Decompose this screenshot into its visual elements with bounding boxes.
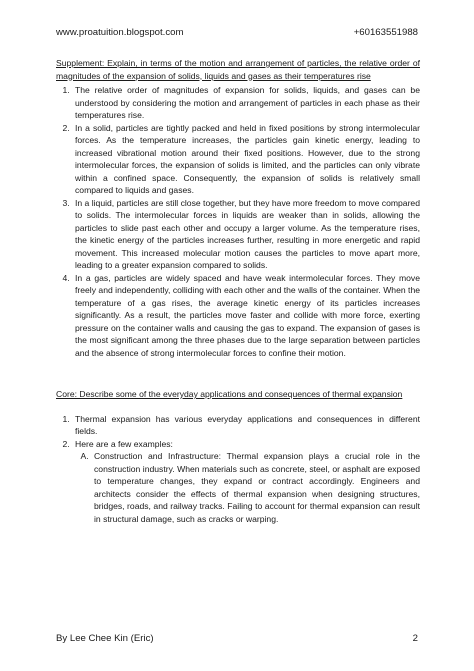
page-body [56,57,420,525]
core-list [56,413,420,526]
list-item [72,438,420,526]
list-item: 4. In a gas, particles are widely spaced and have weak intermolecular forces. They move freely and independently, colliding with each other and the walls of the container. When the temperature of a gas rises, the average kinetic energy of its particles increases significantly. As a result, the particles move faster and collide with more force, exerting pressure on the container walls and causing the gas to expand. The expansion of gases is the most significant among the three phases due to the large separation between particles and the absence of strong intermolecular forces to confine their motion. [72,272,420,360]
core-sublist [75,450,420,525]
page-number: 2 [412,633,418,644]
list-item: 3. In a liquid, particles are still close together, but they have more freedom to move compared to solids. The intermolecular forces in liquids are weaker than in solids, allowing the particles to slide past each other and occupy a larger volume. As the temperature rises, the kinetic energy of the particles increases further, resulting in more energetic and rapid movement. This increased molecular motion causes the particles to move apart more, leading to a greater expansion compared to solids. [72,197,420,272]
list-item-text: Here are a few examples: [75,438,173,449]
page-header [56,27,418,41]
sublist-item: A. Construction and Infrastructure: Thermal expansion plays a crucial role in the construction industry. When materials such as concrete, steel, or asphalt are exposed to temperature changes, they expand or contract accordingly. Engineers and architects consider the effects of thermal expansion when designing structures, bridges, roads, and railway tracks. Failing to account for thermal expansion can result in structural damage, such as cracks or warping. [91,450,420,525]
list-item: 1. Thermal expansion has various everyday applications and consequences in different fields. [72,413,420,438]
core-title: Core: Describe some of the everyday applications and consequences of thermal expansion [56,389,403,399]
page-footer [56,633,418,647]
footer-author: By Lee Chee Kin (Eric) [56,633,154,644]
list-item: 2. In a solid, particles are tightly packed and held in fixed positions by strong intermolecular forces. As the temperature increases, the particles gain kinetic energy, leading to increased vibrational motion around their fixed positions. However, due to the strong intermolecular forces, the expansion of solids is limited, and the particles can only vibrate within a confined space. Consequently, the expansion of solids is relatively small compared to liquids and gases. [72,122,420,197]
supplement-title: Supplement: Explain, in terms of the motion and arrangement of particles, the relative order of magnitudes of the expansion of solids, liquids and gases as their temperatures rise [56,58,420,81]
header-website: www.proatuition.blogspot.com [56,27,184,38]
section-spacer [56,359,420,388]
list-item: 1. The relative order of magnitudes of expansion for solids, liquids, and gases can be understood by considering the motion and arrangement of particles in each phase as their temperatures rise. [72,84,420,122]
header-phone: +60163551988 [353,27,418,38]
section-spacer [56,403,420,413]
supplement-list [56,84,420,359]
